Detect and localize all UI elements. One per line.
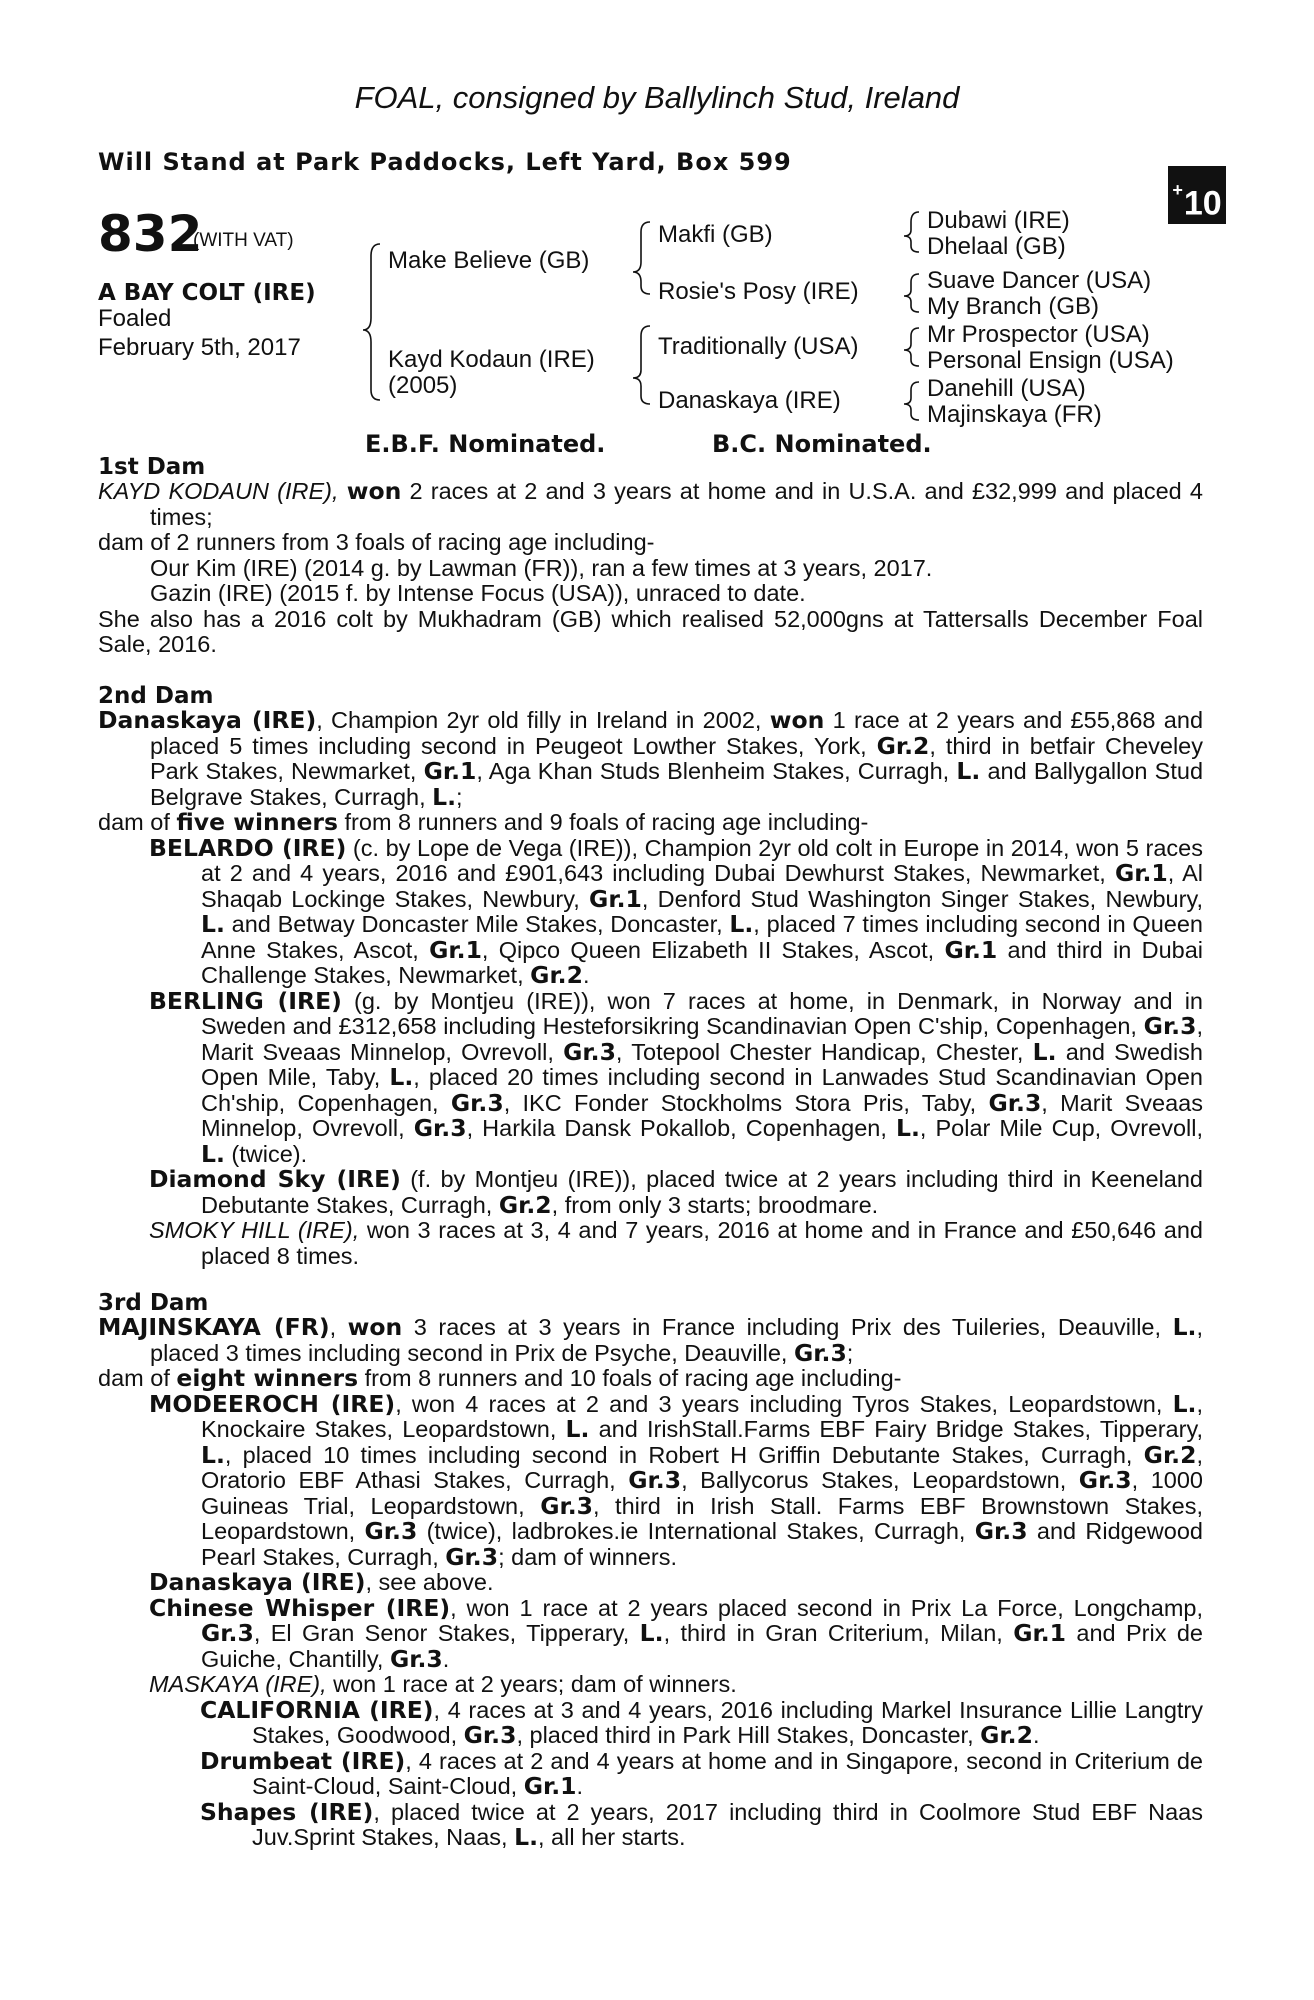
grandparent-5: Mr Prospector (USA) — [927, 321, 1150, 348]
grandparent-3: Suave Dancer (USA) — [927, 267, 1152, 294]
dam-dam: Danaskaya (IRE) — [658, 387, 841, 414]
second-dam-section — [98, 708, 1203, 1269]
third-dam-section — [98, 1315, 1203, 1851]
modeeroch-entry: MODEEROCH (IRE), won 4 races at 2 and 3 years including Tyros Stakes, Leopardstown, L., Knockaire Stakes, Leopardstown, L. and IrishStall.Farms EBF Fairy Bridge Stakes, Tipperary, L., placed 10 times including second in Robert H Griffin Debutante Stakes, Curragh, Gr.2, Oratorio EBF Athasi Stakes, Curragh, Gr.3, Ballycorus Stakes, Leopardstown, Gr.3, 1000 Guineas Trial, Leopardstown, Gr.3, third in Irish Stall. Farms EBF Brownstown Stakes, Leopardstown, Gr.3 (twice), ladbrokes.ie International Stakes, Curragh, Gr.3 and Ridgewood Pearl Stakes, Curragh, Gr.3; dam of winners. — [149, 1389, 1203, 1571]
third-dam-record: MAJINSKAYA (FR), won 3 races at 3 years in France including Prix des Tuileries, Deauville, L., placed 3 times including second in Prix de Psyche, Deauville, Gr.3; — [98, 1313, 1203, 1367]
diamond-sky-entry: Diamond Sky (IRE) (f. by Montjeu (IRE)), placed twice at 2 years including third in Keeneland Debutante Stakes, Curragh, Gr.2, from only 3 starts; broodmare. — [149, 1165, 1203, 1219]
second-dam-record: Danaskaya (IRE), Champion 2yr old filly in Ireland in 2002, won 1 race at 2 years and £55,868 and placed 5 times including second in Peugeot Lowther Stakes, York, Gr.2, third in betfair Cheveley Park Stakes, Newmarket, Gr.1, Aga Khan Studs Blenheim Stakes, Curragh, L. and Ballygallon Stud Belgrave Stakes, Curragh, L.; — [98, 706, 1204, 811]
bc-nominated: B.C. Nominated. — [712, 430, 932, 458]
dam-year: (2005) — [388, 372, 458, 399]
first-dam-heading: 1st Dam — [98, 454, 206, 480]
sire: Make Believe (GB) — [388, 247, 590, 274]
dam: Kayd Kodaun (IRE) — [388, 346, 595, 373]
vat-label: (WITH VAT) — [193, 230, 294, 251]
lot-badge: +10 — [1168, 166, 1226, 224]
stand-location: Will Stand at Park Paddocks, Left Yard, Box 599 — [98, 148, 792, 176]
sire-sire: Makfi (GB) — [658, 221, 773, 248]
pedigree-brackets — [0, 0, 1314, 460]
first-dam-record: KAYD KODAUN (IRE), won 2 races at 2 and 3 years at home and in U.S.A. and £32,999 and placed 4 times; — [98, 477, 1204, 530]
drumbeat-entry: Drumbeat (IRE), 4 races at 2 and 4 years at home and in Singapore, second in Criterium de Saint-Cloud, Saint-Cloud, Gr.1. — [200, 1746, 1203, 1800]
third-dam-heading: 3rd Dam — [98, 1290, 209, 1316]
third-dam-produce: dam of eight winners from 8 runners and 10 foals of racing age including- — [98, 1364, 902, 1392]
lot-number: 832 — [98, 205, 203, 263]
consignor-line: FOAL, consigned by Ballylinch Stud, Ireland — [354, 80, 960, 115]
maskaya-entry: MASKAYA (IRE), won 1 race at 2 years; dam of winners. — [149, 1671, 737, 1697]
offspring-1: Our Kim (IRE) (2014 g. by Lawman (FR)), ran a few times at 3 years, 2017. — [150, 554, 933, 581]
sire-dam: Rosie's Posy (IRE) — [658, 278, 859, 305]
grandparent-4: My Branch (GB) — [927, 293, 1100, 320]
grandparent-6: Personal Ensign (USA) — [927, 347, 1174, 374]
foaled-date: February 5th, 2017 — [98, 334, 301, 361]
first-dam-section — [98, 479, 1203, 658]
second-dam-heading: 2nd Dam — [98, 683, 214, 709]
grandparent-2: Dhelaal (GB) — [927, 233, 1066, 260]
chinese-whisper-entry: Chinese Whisper (IRE), won 1 race at 2 years placed second in Prix La Force, Longchamp, Gr.3, El Gran Senor Stakes, Tipperary, L., third in Gran Criterium, Milan, Gr.1 and Prix de Guiche, Chantilly, Gr.3. — [149, 1593, 1204, 1673]
foal-sale-note: She also has a 2016 colt by Mukhadram (GB) which realised 52,000gns at Tattersalls December Foal Sale, 2016. — [98, 605, 1203, 657]
belardo-entry: BELARDO (IRE) (c. by Lope de Vega (IRE)), Champion 2yr old colt in Europe in 2014, won 5 races at 2 and 4 years, 2016 and £901,643 including Dubai Dewhurst Stakes, Newmarket, Gr.1, Al Shaqab Lockinge Stakes, Newbury, Gr.1, Denford Stud Washington Singer Stakes, Newbury, L. and Betway Doncaster Mile Stakes, Doncaster, L., placed 7 times including second in Queen Anne Stakes, Ascot, Gr.1, Qipco Queen Elizabeth II Stakes, Ascot, Gr.1 and third in Dubai Challenge Stakes, Newmarket, Gr.2. — [149, 833, 1203, 989]
lot-description: A BAY COLT (IRE) — [98, 280, 316, 306]
smoky-hill-entry: SMOKY HILL (IRE), won 3 races at 3, 4 and 7 years, 2016 at home and in France and £50,646 and placed 8 times. — [149, 1217, 1203, 1269]
dam-sire: Traditionally (USA) — [658, 333, 859, 360]
shapes-entry: Shapes (IRE), placed twice at 2 years, 2017 including third in Coolmore Stud EBF Naas Juv.Sprint Stakes, Naas, L., all her starts. — [200, 1797, 1203, 1851]
first-dam-produce: dam of 2 runners from 3 foals of racing age including- — [98, 529, 655, 555]
second-dam-produce: dam of five winners from 8 runners and 9 foals of racing age including- — [98, 808, 869, 836]
berling-entry: BERLING (IRE) (g. by Montjeu (IRE)), won 7 races at home, in Denmark, in Norway and in Sweden and £312,658 including Hesteforsikring Scandinavian Open C'ship, Copenhagen, Gr.3, Marit Sveaas Minnelop, Ovrevoll, Gr.3, Totepool Chester Handicap, Chester, L. and Swedish Open Mile, Taby, L., placed 20 times including second in Lanwades Stud Scandinavian Open Ch'ship, Copenhagen, Gr.3, IKC Fonder Stockholms Stora Pris, Taby, Gr.3, Marit Sveaas Minnelop, Ovrevoll, Gr.3, Harkila Dansk Pokallob, Copenhagen, L., Polar Mile Cup, Ovrevoll, L. (twice). — [149, 986, 1203, 1168]
danaskaya-entry: Danaskaya (IRE), see above. — [149, 1568, 494, 1596]
offspring-2: Gazin (IRE) (2015 f. by Intense Focus (USA)), unraced to date. — [150, 580, 806, 606]
grandparent-1: Dubawi (IRE) — [927, 207, 1070, 234]
foaled-label: Foaled — [98, 305, 172, 332]
california-entry: CALIFORNIA (IRE), 4 races at 3 and 4 years, 2016 including Markel Insurance Lillie Langtry Stakes, Goodwood, Gr.3, placed third in Park Hill Stakes, Doncaster, Gr.2. — [200, 1695, 1203, 1749]
ebf-nominated: E.B.F. Nominated. — [365, 430, 606, 458]
grandparent-7: Danehill (USA) — [927, 375, 1086, 402]
grandparent-8: Majinskaya (FR) — [927, 401, 1102, 428]
